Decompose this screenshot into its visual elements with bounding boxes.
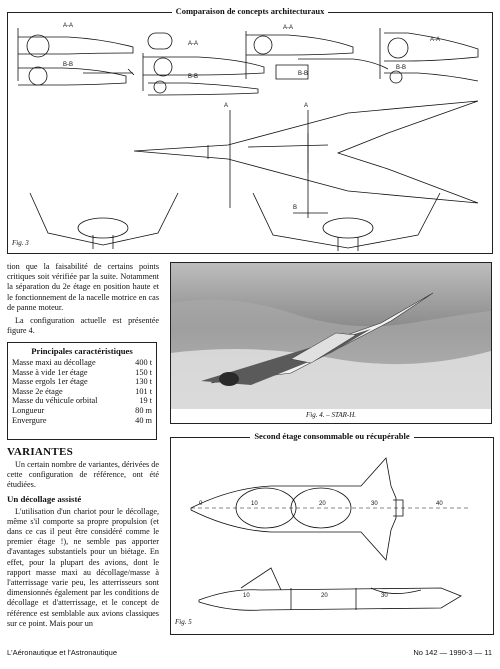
figure-5 [170, 431, 494, 635]
orbiter-plan-view [191, 458, 471, 560]
front-view-left [30, 193, 178, 249]
plan-view-drawing [134, 101, 478, 208]
variantes-section [7, 446, 159, 629]
station-label: 20 [321, 593, 328, 599]
variantes-heading: VARIANTES [7, 446, 74, 458]
concept-4-section-aa: A-A [430, 37, 441, 43]
configuration-paragraph: La configuration actuelle est présentée figure 4. [7, 316, 159, 336]
spec-row: Longueur 80 m [12, 405, 152, 415]
left-column [7, 262, 159, 336]
section-mark-a-left: A [224, 103, 229, 109]
figure-5-title: Second étage consommable ou récupérable [250, 431, 413, 441]
variantes-intro: Un certain nombre de variantes, dérivées de cette configuration de référence, ont été étudiées. [7, 460, 159, 490]
spec-row: Masse à vide 1er étage 150 t [12, 367, 152, 377]
concept-1-section-aa: A-A [63, 23, 74, 29]
figure-4-photo [171, 263, 491, 409]
spec-row: Masse 2e étage 101 t [12, 386, 152, 396]
station-label: 0 [199, 501, 203, 507]
station-label: 30 [381, 593, 388, 599]
station-label: 20 [319, 501, 326, 507]
concept-2-section-aa: A-A [188, 41, 199, 47]
spec-row: Masse du véhicule orbital 19 t [12, 396, 152, 406]
spec-title: Principales caractéristiques [31, 346, 133, 356]
concept-4-sketch [380, 28, 478, 83]
decollage-body: L'utilisation d'un chariot pour le décollage, même s'il comporte sa propre propulsion (et dans ce cas il peut être considéré comme le premier étage !), ne semble pas apporter d'avantages substantiels pour un biétage. En effet, pour la plupart des avions, dont le rapport masse maxi au décollage/masse à l'atterrissage varie peu, les atterrisseurs sont dimensionnés également par les conditions de décollage et d'atterrissage, et le concept de référence est semblable aux avions classiques sur ce point. Mais pour un [7, 506, 159, 628]
concept-1-section-bb: B-B [63, 62, 74, 68]
station-label: 30 [371, 501, 378, 507]
figure-3 [7, 6, 493, 254]
intro-paragraph: tion que la faisabilité de certains points critiques soit vérifiée par la suite. Notamment la séparation du 2e étage en position haute et le fonctionnement de la nacelle motrice en cas de panne moteur. [7, 262, 159, 312]
spec-table [10, 358, 154, 425]
figure-4 [170, 262, 492, 424]
decollage-subheading: Un décollage assisté [7, 493, 82, 504]
spec-row: Envergure 40 m [12, 415, 152, 425]
footer-page-info: No 142 — 1990-3 — 11 [413, 648, 492, 657]
concept-3-section-aa: A-A [283, 25, 294, 31]
concept-1-sketch [18, 28, 134, 85]
concept-3-sketch [246, 31, 388, 79]
figure-3-title: Comparaison de concepts architecturaux [172, 6, 329, 16]
station-label: 40 [436, 501, 443, 507]
station-label: 10 [243, 593, 250, 599]
section-mark-a-right: A [304, 103, 309, 109]
figure-5-label: Fig. 5 [175, 618, 192, 626]
figure-3-drawing [8, 13, 492, 253]
station-label: 10 [251, 501, 258, 507]
concept-2-section-bb: B-B [188, 74, 199, 80]
concept-4-section-bb: B-B [396, 65, 407, 71]
figure-3-label: Fig. 3 [12, 239, 29, 247]
spec-row: Masse ergols 1er étage 130 t [12, 377, 152, 387]
section-mark-b: B [293, 205, 298, 211]
figure-4-caption: Fig. 4. – STAR-H. [305, 411, 357, 419]
front-view-right [253, 193, 440, 251]
expendable-side-view [199, 568, 461, 610]
concept-3-section-bb: B-B [298, 71, 309, 77]
spec-box [7, 342, 157, 440]
footer-publication: L'Aéronautique et l'Astronautique [7, 648, 118, 657]
figure-5-drawing [171, 438, 493, 634]
spec-row: Masse maxi au décollage 400 t [12, 358, 152, 367]
